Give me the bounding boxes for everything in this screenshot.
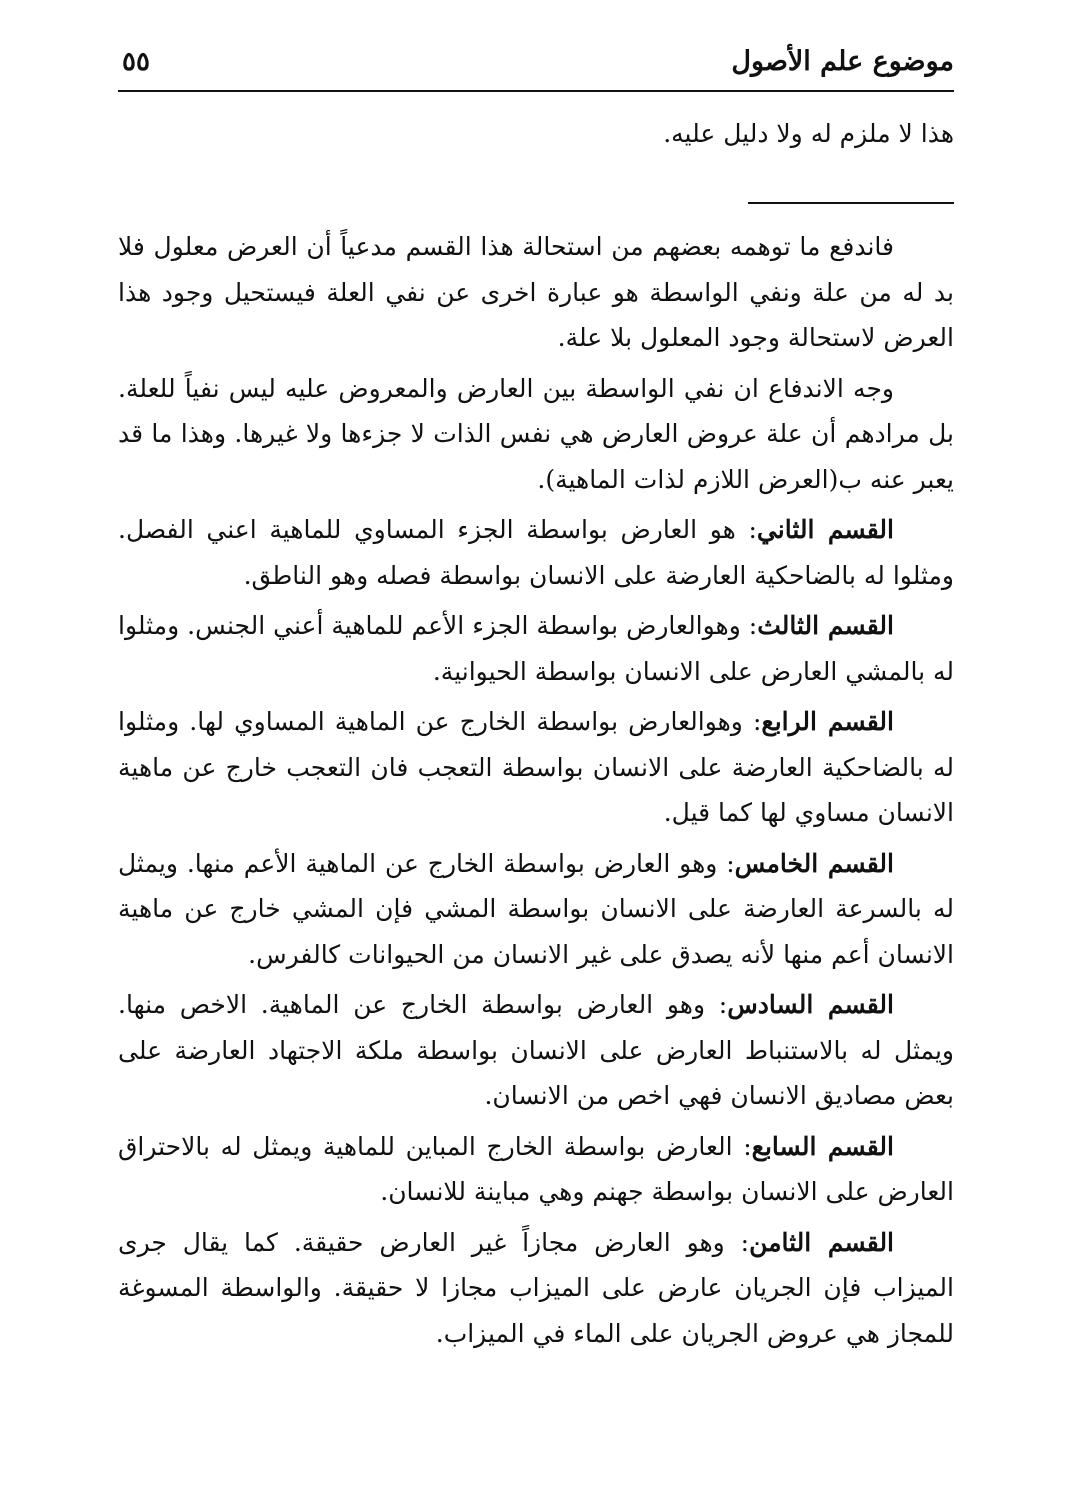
paragraph-text: العارض بواسطة الخارج المباين للماهية ويمثل له بالاحتراق العارض على الانسان بواسطة جهنم وهي مباينة للانسان. [118,1131,954,1206]
paragraph-section-3 [118,603,954,694]
paragraph-section-2 [118,507,954,598]
page-header [118,38,954,92]
paragraph-section-4 [118,699,954,836]
paragraph-text: وهوالعارض بواسطة الجزء الأعم للماهية أعني الجنس. ومثلوا له بالمشي العارض على الانسان بواسطة الحيوانية. [118,611,954,686]
section-term: القسم السابع [751,1131,894,1161]
term-separator: : [735,515,757,544]
paragraph-text: هو العارض بواسطة الجزء المساوي للماهية اعني الفصل. ومثلوا له بالضاحكية العارضة على الانسان بواسطة فصله وهو الناطق. [118,515,954,590]
term-separator: : [724,1227,750,1257]
paragraph-text: وهو العارض مجازاً غير العارض حقيقة. كما يقال جرى الميزاب فإن الجريان عارض على الميزاب مجازا لا حقيقة. والواسطة المسوغة للمجاز هي عروض الجريان على الماء في الميزاب. [118,1227,954,1348]
paragraph-2 [118,366,954,503]
term-separator: : [740,611,758,640]
section-term: القسم الخامس [734,848,894,878]
section-term: القسم الثاني [756,515,894,544]
page-number: ٥٥ [122,47,150,77]
paragraph-text: وهو العارض بواسطة الخارج عن الماهية الأعم منها. ويمثل له بالسرعة العارضة على الانسان بواسطة المشي فإن المشي خارج عن ماهية الانسان أعم منها لأنه يصدق على غير الانسان من الحيوانات كالفرس. [118,848,954,969]
continued-text-line: هذا لا ملزم له ولا دليل عليه. [663,119,954,148]
section-term: القسم الثامن [749,1227,895,1257]
paragraph-text: وهوالعارض بواسطة الخارج عن الماهية المساوي لها. ومثلوا له بالضاحكية العارضة على الانسان بواسطة التعجب فان التعجب خارج عن ماهية الانسان مساوي لها كما قيل. [118,707,954,827]
term-separator: : [705,990,728,1019]
book-page [118,38,954,1468]
section-term: القسم السادس [727,990,894,1019]
term-separator: : [742,707,762,736]
chapter-title: موضوع علم الأصول [731,46,954,77]
paragraph-text: وجه الاندفاع ان نفي الواسطة بين العارض والمعروض عليه ليس نفياً للعلة. بل مرادهم أن علة عروض العارض هي نفس الذات لا جزءها ولا غيرها. وهذا ما قد يعبر عنه ب(العرض اللازم لذات الماهية). [118,373,954,494]
paragraph-section-6 [118,982,954,1119]
paragraph-section-8 [118,1220,954,1357]
term-separator: : [717,848,735,878]
paragraph-section-5 [118,841,954,978]
paragraph-text: فاندفع ما توهمه بعضهم من استحالة هذا القسم مدعياً أن العرض معلول فلا بد له من علة ونفي الواسطة هو عبارة اخرى عن نفي العلة فيستحيل وجود هذا العرض لاستحالة وجود المعلول بلا علة. [118,232,954,352]
section-term: القسم الثالث [757,611,894,640]
section-term: القسم الرابع [761,707,894,736]
paragraph-1 [118,224,954,361]
paragraph-text: وهو العارض بواسطة الخارج عن الماهية. الاخص منها. ويمثل له بالاستنباط العارض على الانسان بواسطة ملكة الاجتهاد العارضة على بعض مصاديق الانسان فهي اخص من الانسان. [118,990,954,1110]
term-separator: : [732,1131,752,1161]
paragraph-section-7 [118,1124,954,1215]
body-text [118,224,954,1356]
section-divider [748,202,954,204]
